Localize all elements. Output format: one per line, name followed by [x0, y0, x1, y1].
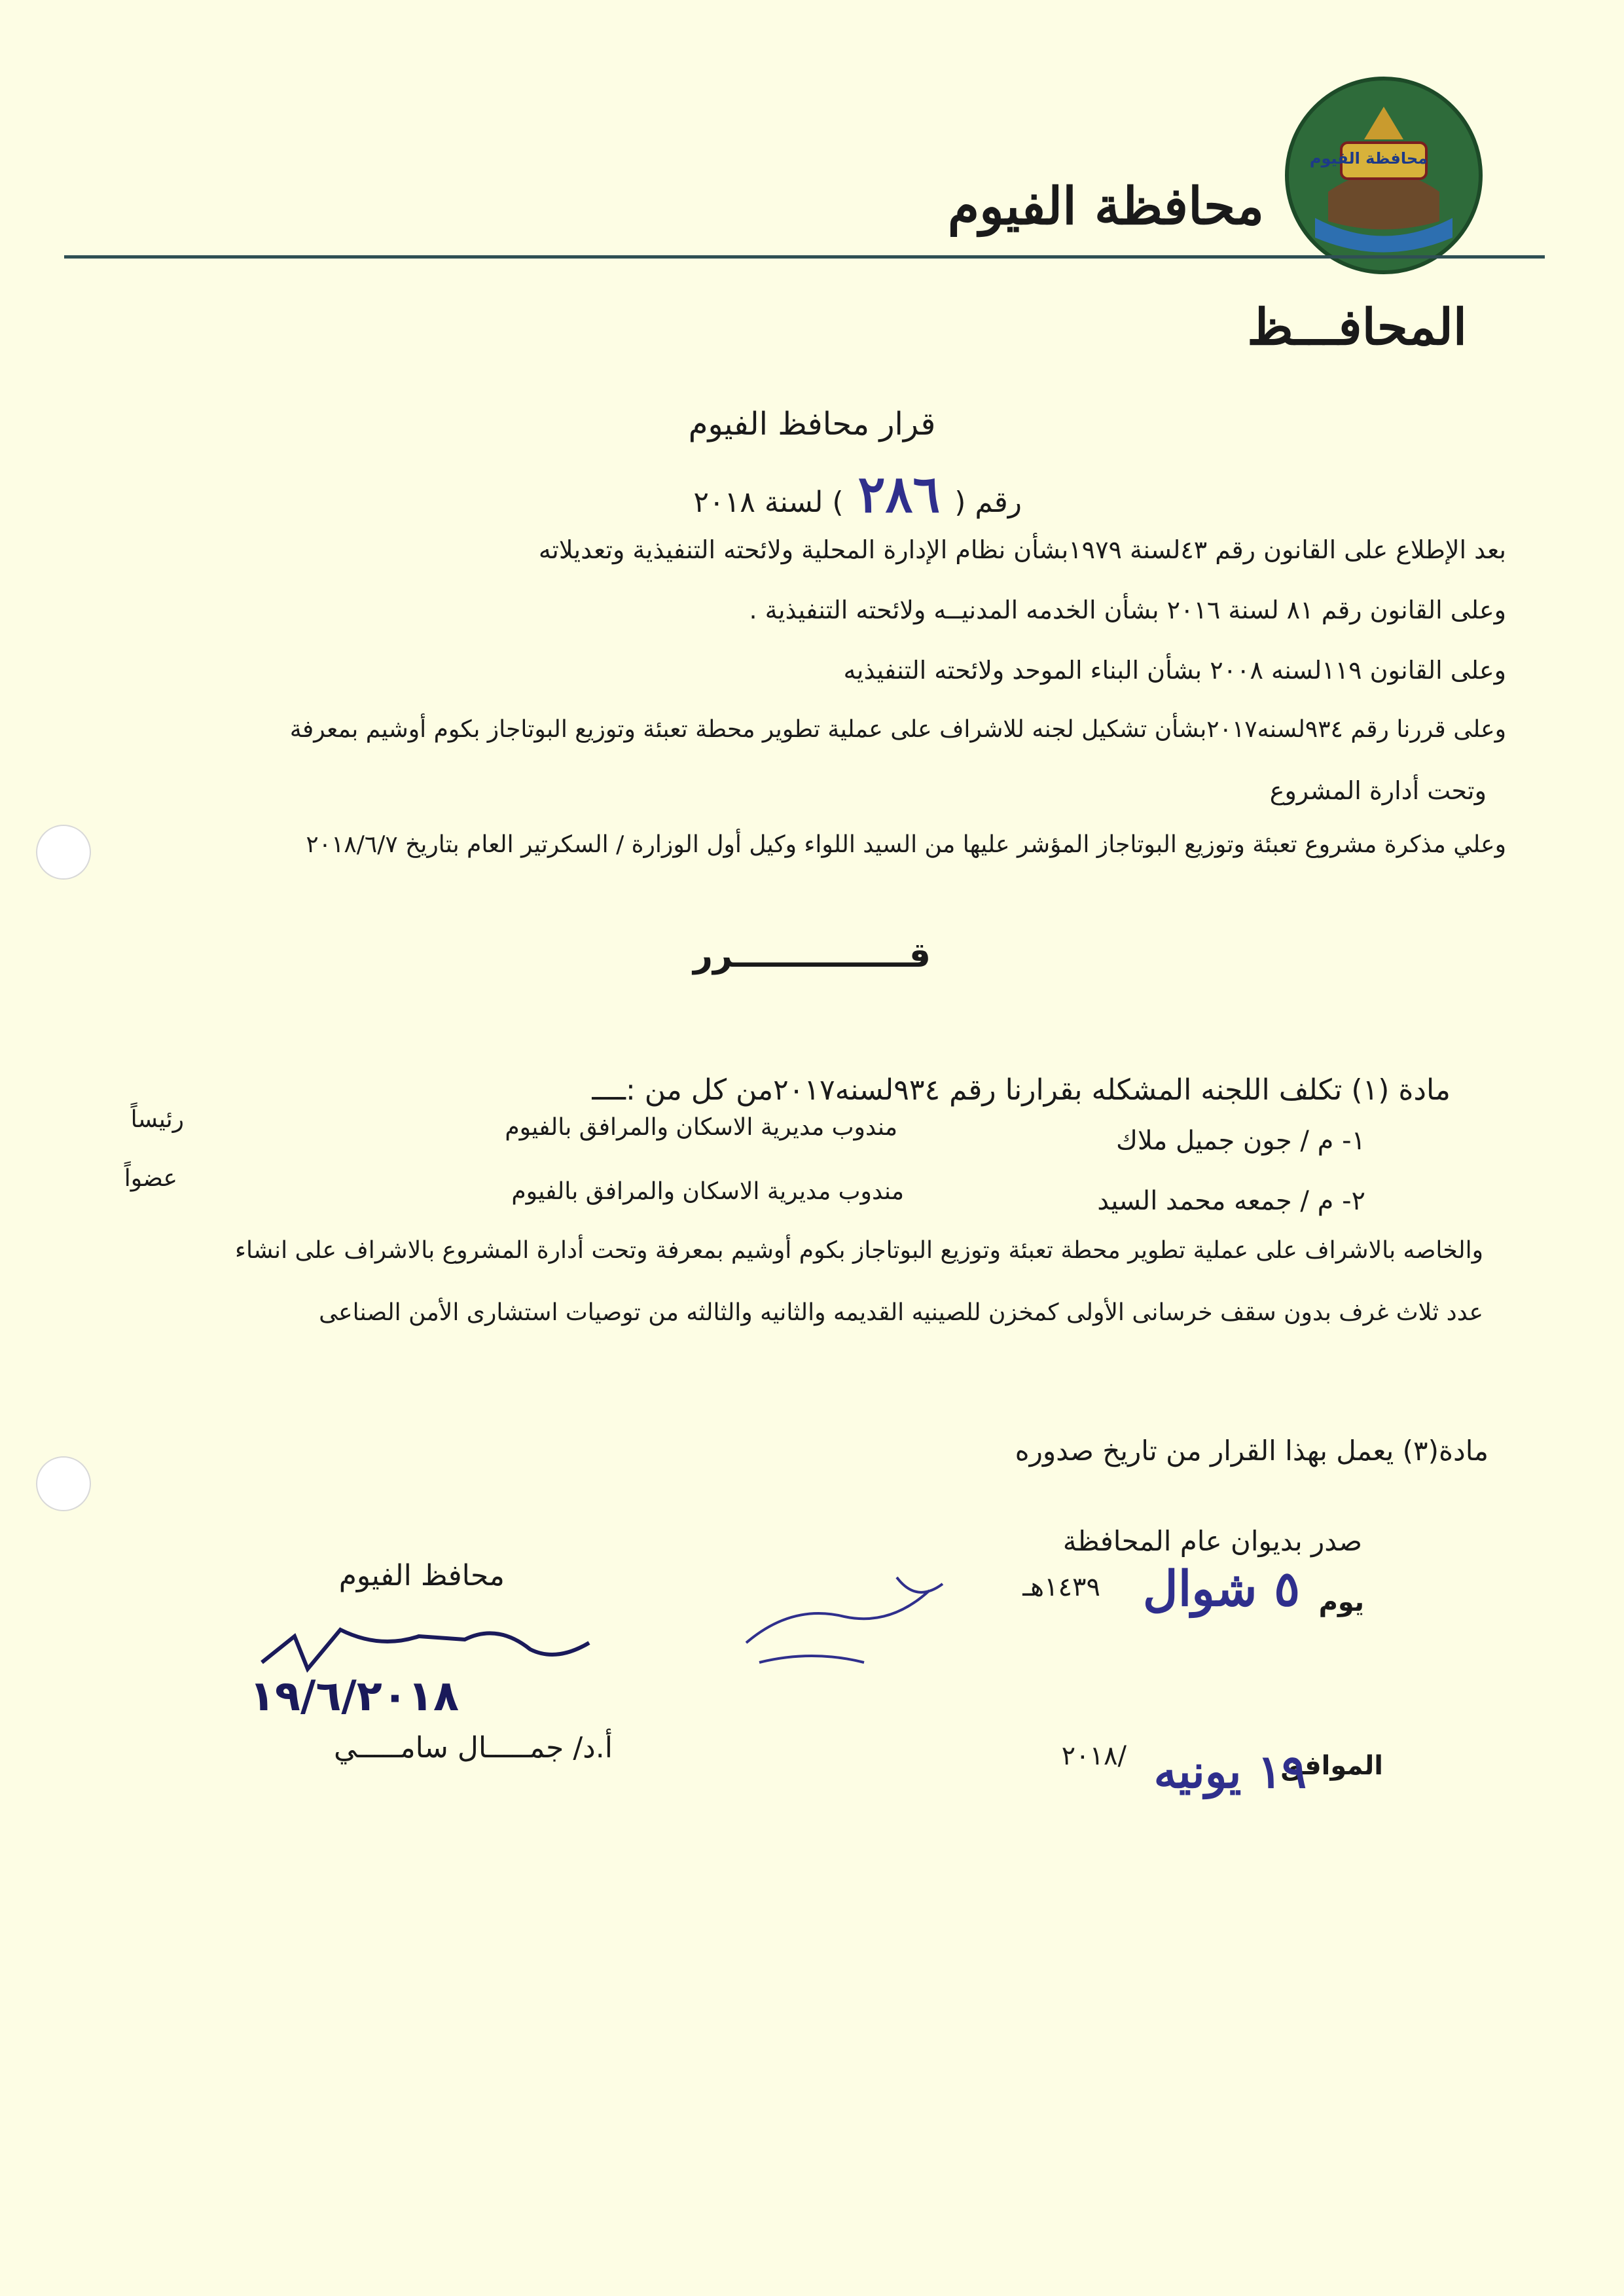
office-title: المحافـــظ: [1247, 298, 1467, 356]
header-divider: [64, 255, 1545, 259]
decree-number-prefix: رقم (: [954, 486, 1022, 519]
preamble-item: وعلى قررنا رقم ٩٣٤لسنه٢٠١٧بشأن تشكيل لجنه للاشراف على عملية تطوير محطة تعبئة وتوزيع البوتاجاز بكوم أوشيم بمعرفة: [289, 716, 1506, 743]
punch-hole: [36, 825, 91, 880]
article1-intro: مادة (١) تكلف اللجنه المشكله بقرارنا رقم ٩٣٤لسنه٢٠١٧من كل من :ــــ: [592, 1073, 1451, 1107]
preamble-item: بعد الإطلاع على القانون رقم ٤٣لسنة ١٩٧٩بشأن نظام الإدارة المحلية ولائحته التنفيذية وتعديلاته: [538, 535, 1506, 564]
article3: مادة(٣) يعمل بهذا القرار من تاريخ صدوره: [1015, 1435, 1489, 1467]
preamble-item: وعلي مذكرة مشروع تعبئة وتوزيع البوتاجاز المؤشر عليها من السيد اللواء وكيل أول الوزارة / السكرتير العام بتاريخ ٢٠١٨/٦/٧: [306, 831, 1506, 858]
governorate-seal: [1285, 77, 1483, 274]
preamble-item: وعلى القانون رقم ٨١ لسنة ٢٠١٦ بشأن الخدمه المدنيــه ولائحته التنفيذية .: [749, 596, 1506, 624]
preamble-item-continuation: وتحت أدارة المشروع: [1269, 776, 1487, 805]
signatory-name: أ.د/ جمـــــال سامـــــي: [333, 1731, 613, 1765]
decides-heading: قـــــــــــــــرر: [693, 936, 931, 975]
member-name: ١- م / جون جميل ملاك: [1116, 1126, 1365, 1156]
signature-title: محافظ الفيوم: [338, 1559, 505, 1592]
article1-task: عدد ثلاث غرف بدون سقف خرسانى الأولى كمخزن للصينيه القديمه والثانيه والثالثه من توصيات استشارى الأمن الصناعى: [319, 1299, 1483, 1326]
signature-date-handwritten: ١٩/٦/٢٠١٨: [249, 1672, 459, 1721]
preamble-item: وعلى القانون ١١٩لسنه ٢٠٠٨ بشأن البناء الموحد ولائحته التنفيذيه: [843, 656, 1506, 685]
governorate-name: محافظة الفيوم: [947, 177, 1264, 236]
article1-task: والخاصه بالاشراف على عملية تطوير محطة تعبئة وتوزيع البوتاجاز بكوم أوشيم بمعرفة وتحت أدارة المشروع بالاشراف على انشاء: [235, 1237, 1483, 1264]
equiv-label: الموافق: [1280, 1751, 1383, 1781]
issued-day-handwritten: ٥ شوال: [1142, 1561, 1300, 1617]
seal-emblem-icon: [1289, 81, 1479, 270]
member-position: عضواً: [124, 1165, 177, 1192]
gregorian-year: /٢٠١٨: [1061, 1741, 1127, 1771]
equiv-handwritten: ١٩ يونيه: [1153, 1744, 1307, 1799]
decree-number: ٢٨٦: [857, 465, 941, 524]
initials-scribble-icon: [733, 1564, 969, 1695]
decree-number-suffix: ) لسنة ٢٠١٨: [693, 486, 844, 519]
issued-day-label: يوم: [1318, 1587, 1364, 1617]
member-role: مندوب مديرية الاسكان والمرافق بالفيوم: [505, 1114, 897, 1141]
member-position: رئيساً: [130, 1106, 184, 1133]
punch-hole: [36, 1456, 91, 1511]
hijri-year: ١٤٣٩هـ: [1022, 1572, 1100, 1602]
decree-title: قرار محافظ الفيوم: [688, 406, 936, 442]
decree-number-line: [693, 465, 1022, 524]
seal-text: محافظة الفيوم: [1309, 149, 1428, 168]
member-name: ٢- م / جمعه محمد السيد: [1097, 1186, 1365, 1216]
issued-place: صدر بديوان عام المحافظة: [1062, 1525, 1362, 1557]
member-role: مندوب مديرية الاسكان والمرافق بالفيوم: [511, 1178, 904, 1205]
